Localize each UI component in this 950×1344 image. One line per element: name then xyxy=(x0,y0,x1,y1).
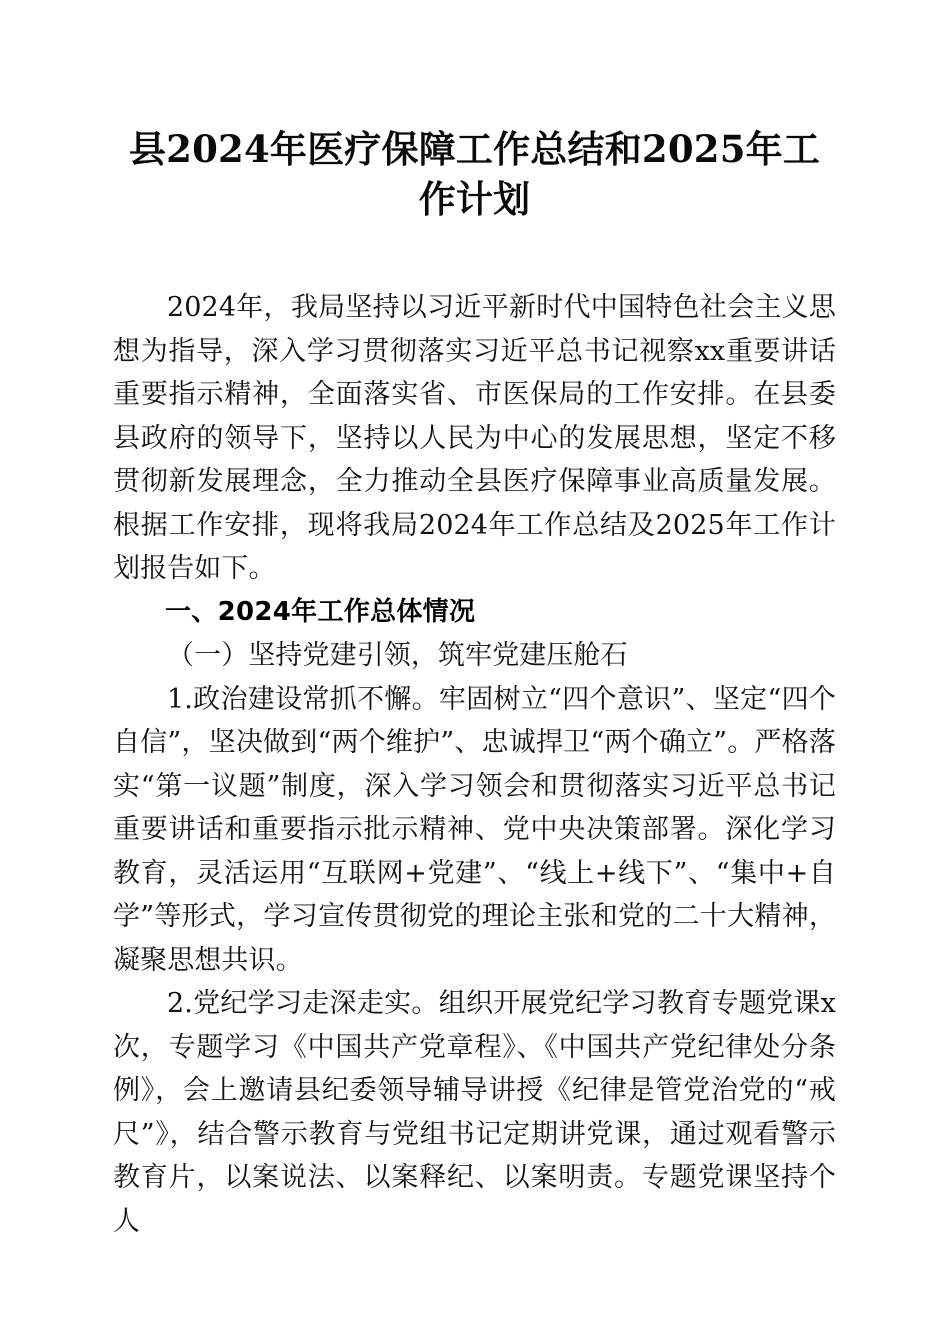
numbered-item-2: 2.党纪学习走深走实。组织开展党纪学习教育专题党课x次，专题学习《中国共产党章程》、《中国共产党纪律处分条例》，会上邀请县纪委领导辅导讲授《纪律是管党治党的“戒尺”》，结合警示教育与党组书记定期讲党课，通过观看警示教育片，以案说法、以案释纪、以案明责。专题党课坚持个人 xyxy=(113,988,836,1237)
numbered-item-1: 1.政治建设常抓不懈。牢固树立“四个意识”、坚定“四个自信”，坚决做到“两个维护”、忠诚捍卫“两个确立”。严格落实“第一议题”制度，深入学习领会和贯彻落实习近平总书记重要讲话和重要指示批示精神、党中央决策部署。深化学习教育，灵活运用“互联网+党建”、“线上+线下”、“集中+自学”等形式，学习宣传贯彻党的理论主张和党的二十大精神，凝聚思想共识。 xyxy=(113,683,836,976)
subsection-heading-1-1: （一）坚持党建引领，筑牢党建压舱石 xyxy=(167,640,628,671)
section-heading-1: 一、2024年工作总体情况 xyxy=(165,596,476,627)
title-body-spacer xyxy=(113,224,836,286)
intro-paragraph: 2024年，我局坚持以习近平新时代中国特色社会主义思想为指导，深入学习贯彻落实习近平总书记视察xx重要讲话重要指示精神，全面落实省、市医保局的工作安排。在县委县政府的领导下，坚持以人民为中心的发展思想，坚定不移贯彻新发展理念，全力推动全县医疗保障事业高质量发展。根据工作安排，现将我局2024年工作总结及2025年工作计划报告如下。 xyxy=(113,292,836,584)
document-content-column xyxy=(113,0,836,1243)
page-title: 县2024年医疗保障工作总结和2025年工作计划 xyxy=(128,127,821,221)
